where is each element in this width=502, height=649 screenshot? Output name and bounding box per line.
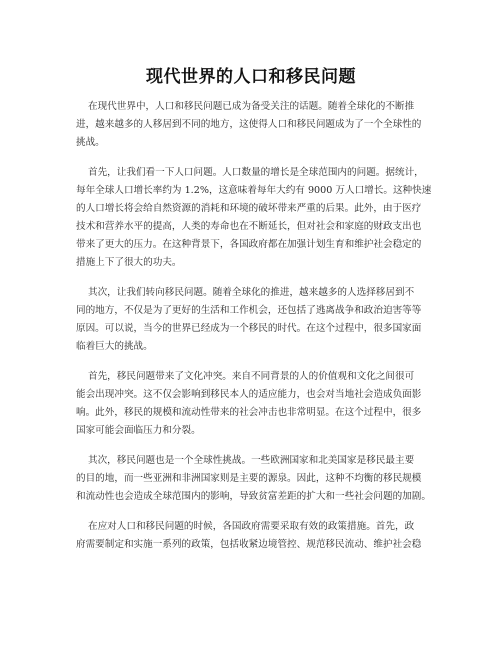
paragraph-line: 能会出现冲突。这不仅会影响到移民本人的适应能力，也会对当地社会造成负面影 [76,389,422,400]
document-title: 现代世界的人口和移民问题 [146,67,356,87]
paragraph-line: 措施上下了很大的功夫。 [76,257,182,268]
paragraph-line: 的人口增长将会给自然资源的消耗和环境的破坏带来严重的后果。此外，由于医疗 [76,203,422,214]
paragraph-line: 原因。可以说，当今的世界已经成为一个移民的时代。在这个过程中，很多国家面 [76,323,422,334]
paragraph-line: 的目的地，而一些亚洲和非洲国家则是主要的源泉。因此，这种不均衡的移民规模 [76,473,422,484]
paragraph-line: 挑战。 [76,137,105,148]
paragraph [76,164,433,272]
paragraph-line: 首先，让我们看一下人口问题。人口数量的增长是全球范围内的问题。据统计， [88,167,424,178]
paragraph [76,368,433,440]
paragraph-line: 府需要制定和实施一系列的政策，包括收紧边境管控、规范移民流动、维护社会稳 [76,539,422,550]
paragraph-line: 其次，移民问题也是一个全球性挑战。一些欧洲国家和北美国家是移民最主要 [88,455,415,466]
paragraph-line: 响。此外，移民的规模和流动性带来的社会冲击也非常明显。在这个过程中，很多 [76,407,422,418]
paragraph-line: 首先，移民问题带来了文化冲突。来自不同背景的人的价值观和文化之间很可 [88,371,415,382]
paragraph-line: 和流动性也会造成全球范围内的影响，导致贫富差距的扩大和一些社会问题的加剧。 [76,491,431,502]
paragraph-line: 在现代世界中，人口和移民问题已成为备受关注的话题。随着全球化的不断推 [88,101,415,112]
paragraph [76,98,433,152]
paragraph [76,452,433,506]
paragraph [76,518,433,554]
paragraph-line: 国家可能会面临压力和分裂。 [76,425,201,436]
paragraph-line: 技术和营养水平的提高，人类的寿命也在不断延长，但对社会和家庭的财政支出也 [76,221,422,232]
paragraph-line: 带来了更大的压力。在这种背景下，各国政府都在加强计划生育和维护社会稳定的 [76,239,422,250]
paragraph-line: 其次，让我们转向移民问题。随着全球化的推进，越来越多的人选择移居到不 [88,287,415,298]
paragraph-line: 同的地方，不仅是为了更好的生活和工作机会，还包括了逃离战争和政治迫害等等 [76,305,422,316]
paragraph [76,284,433,356]
paragraph-line: 在应对人口和移民问题的时候，各国政府需要采取有效的政策措施。首先，政 [88,521,415,532]
document-body [76,98,433,554]
paragraph-line: 临着巨大的挑战。 [76,341,153,352]
paragraph-line: 每年全球人口增长率约为 1.2%，这意味着每年大约有 9000 万人口增长。这种快速 [76,185,432,196]
paragraph-line: 进，越来越多的人移居到不同的地方，这使得人口和移民问题成为了一个全球性的 [76,119,422,130]
